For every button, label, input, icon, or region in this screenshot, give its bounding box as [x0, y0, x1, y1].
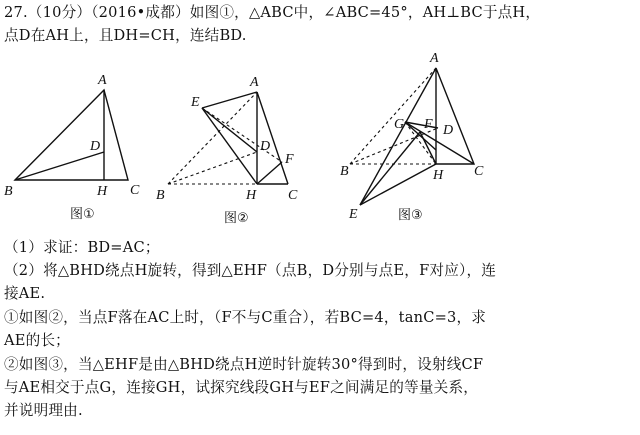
fig2-caption: 图②	[224, 211, 249, 226]
fig3-triangle-abc	[436, 68, 474, 164]
fig3-label-a: A	[430, 52, 439, 66]
problem-line-1: 27.（10分）（2016•成都）如图①，△ABC中，∠ABC=45°，AH⊥BC于点H，	[4, 4, 541, 21]
problem-line-4: （2）将△BHD绕点H旋转，得到△EHF（点B，D分别与点E，F对应），连	[4, 262, 497, 279]
fig3-dash-ba	[350, 68, 436, 164]
fig2-label-d: D	[260, 139, 271, 154]
problem-line-2: 点D在AH上，且DH=CH，连结BD.	[4, 27, 247, 44]
fig2-label-c: C	[288, 188, 298, 203]
fig3-caption: 图③	[398, 208, 423, 223]
fig1-caption: 图①	[70, 207, 95, 222]
problem-line-10: 并说明理由.	[4, 402, 83, 419]
problem-line-9: 与AE相交于点G，连接GH，试探究线段GH与EF之间满足的等量关系，	[4, 379, 479, 396]
fig1-label-a: A	[98, 73, 107, 88]
fig3-label-e: E	[349, 207, 358, 222]
fig2-label-f: F	[285, 152, 294, 167]
problem-line-7: AE的长；	[4, 332, 70, 349]
fig3-segment-cg	[405, 122, 474, 164]
fig3-segment-ef	[360, 132, 420, 205]
figure-2	[156, 75, 298, 226]
fig2-dash-ba	[168, 92, 257, 184]
fig3-label-d: D	[443, 123, 454, 138]
fig1-label-c: C	[130, 183, 140, 198]
fig1-label-b: B	[4, 184, 13, 199]
fig3-label-f: F	[424, 117, 433, 132]
figure-3	[340, 52, 484, 223]
fig2-label-h: H	[246, 188, 257, 203]
geometry-figures	[0, 52, 640, 232]
problem-line-3: （1）求证：BD=AC；	[4, 239, 160, 256]
fig2-label-e: E	[191, 95, 200, 110]
fig3-label-g: G	[394, 117, 405, 132]
fig2-segment-hf	[257, 162, 282, 184]
fig3-label-c: C	[474, 164, 484, 179]
fig1-label-d: D	[90, 139, 101, 154]
fig2-label-a: A	[250, 75, 259, 90]
problem-line-6: ①如图②，当点F落在AC上时，（F不与C重合），若BC=4，tanC=3，求	[4, 309, 487, 326]
fig1-label-h: H	[97, 184, 108, 199]
fig3-label-h: H	[433, 168, 444, 183]
fig2-dash-bd	[168, 152, 257, 184]
fig1-triangle-abc	[15, 90, 128, 180]
problem-line-5: 接AE.	[4, 285, 46, 302]
fig2-label-b: B	[156, 188, 165, 203]
figure-1	[4, 73, 140, 222]
problem-line-8: ②如图③，当△EHF是由△BHD绕点H逆时针旋转30°得到时，设射线CF	[4, 356, 484, 373]
fig3-label-b: B	[340, 164, 349, 179]
